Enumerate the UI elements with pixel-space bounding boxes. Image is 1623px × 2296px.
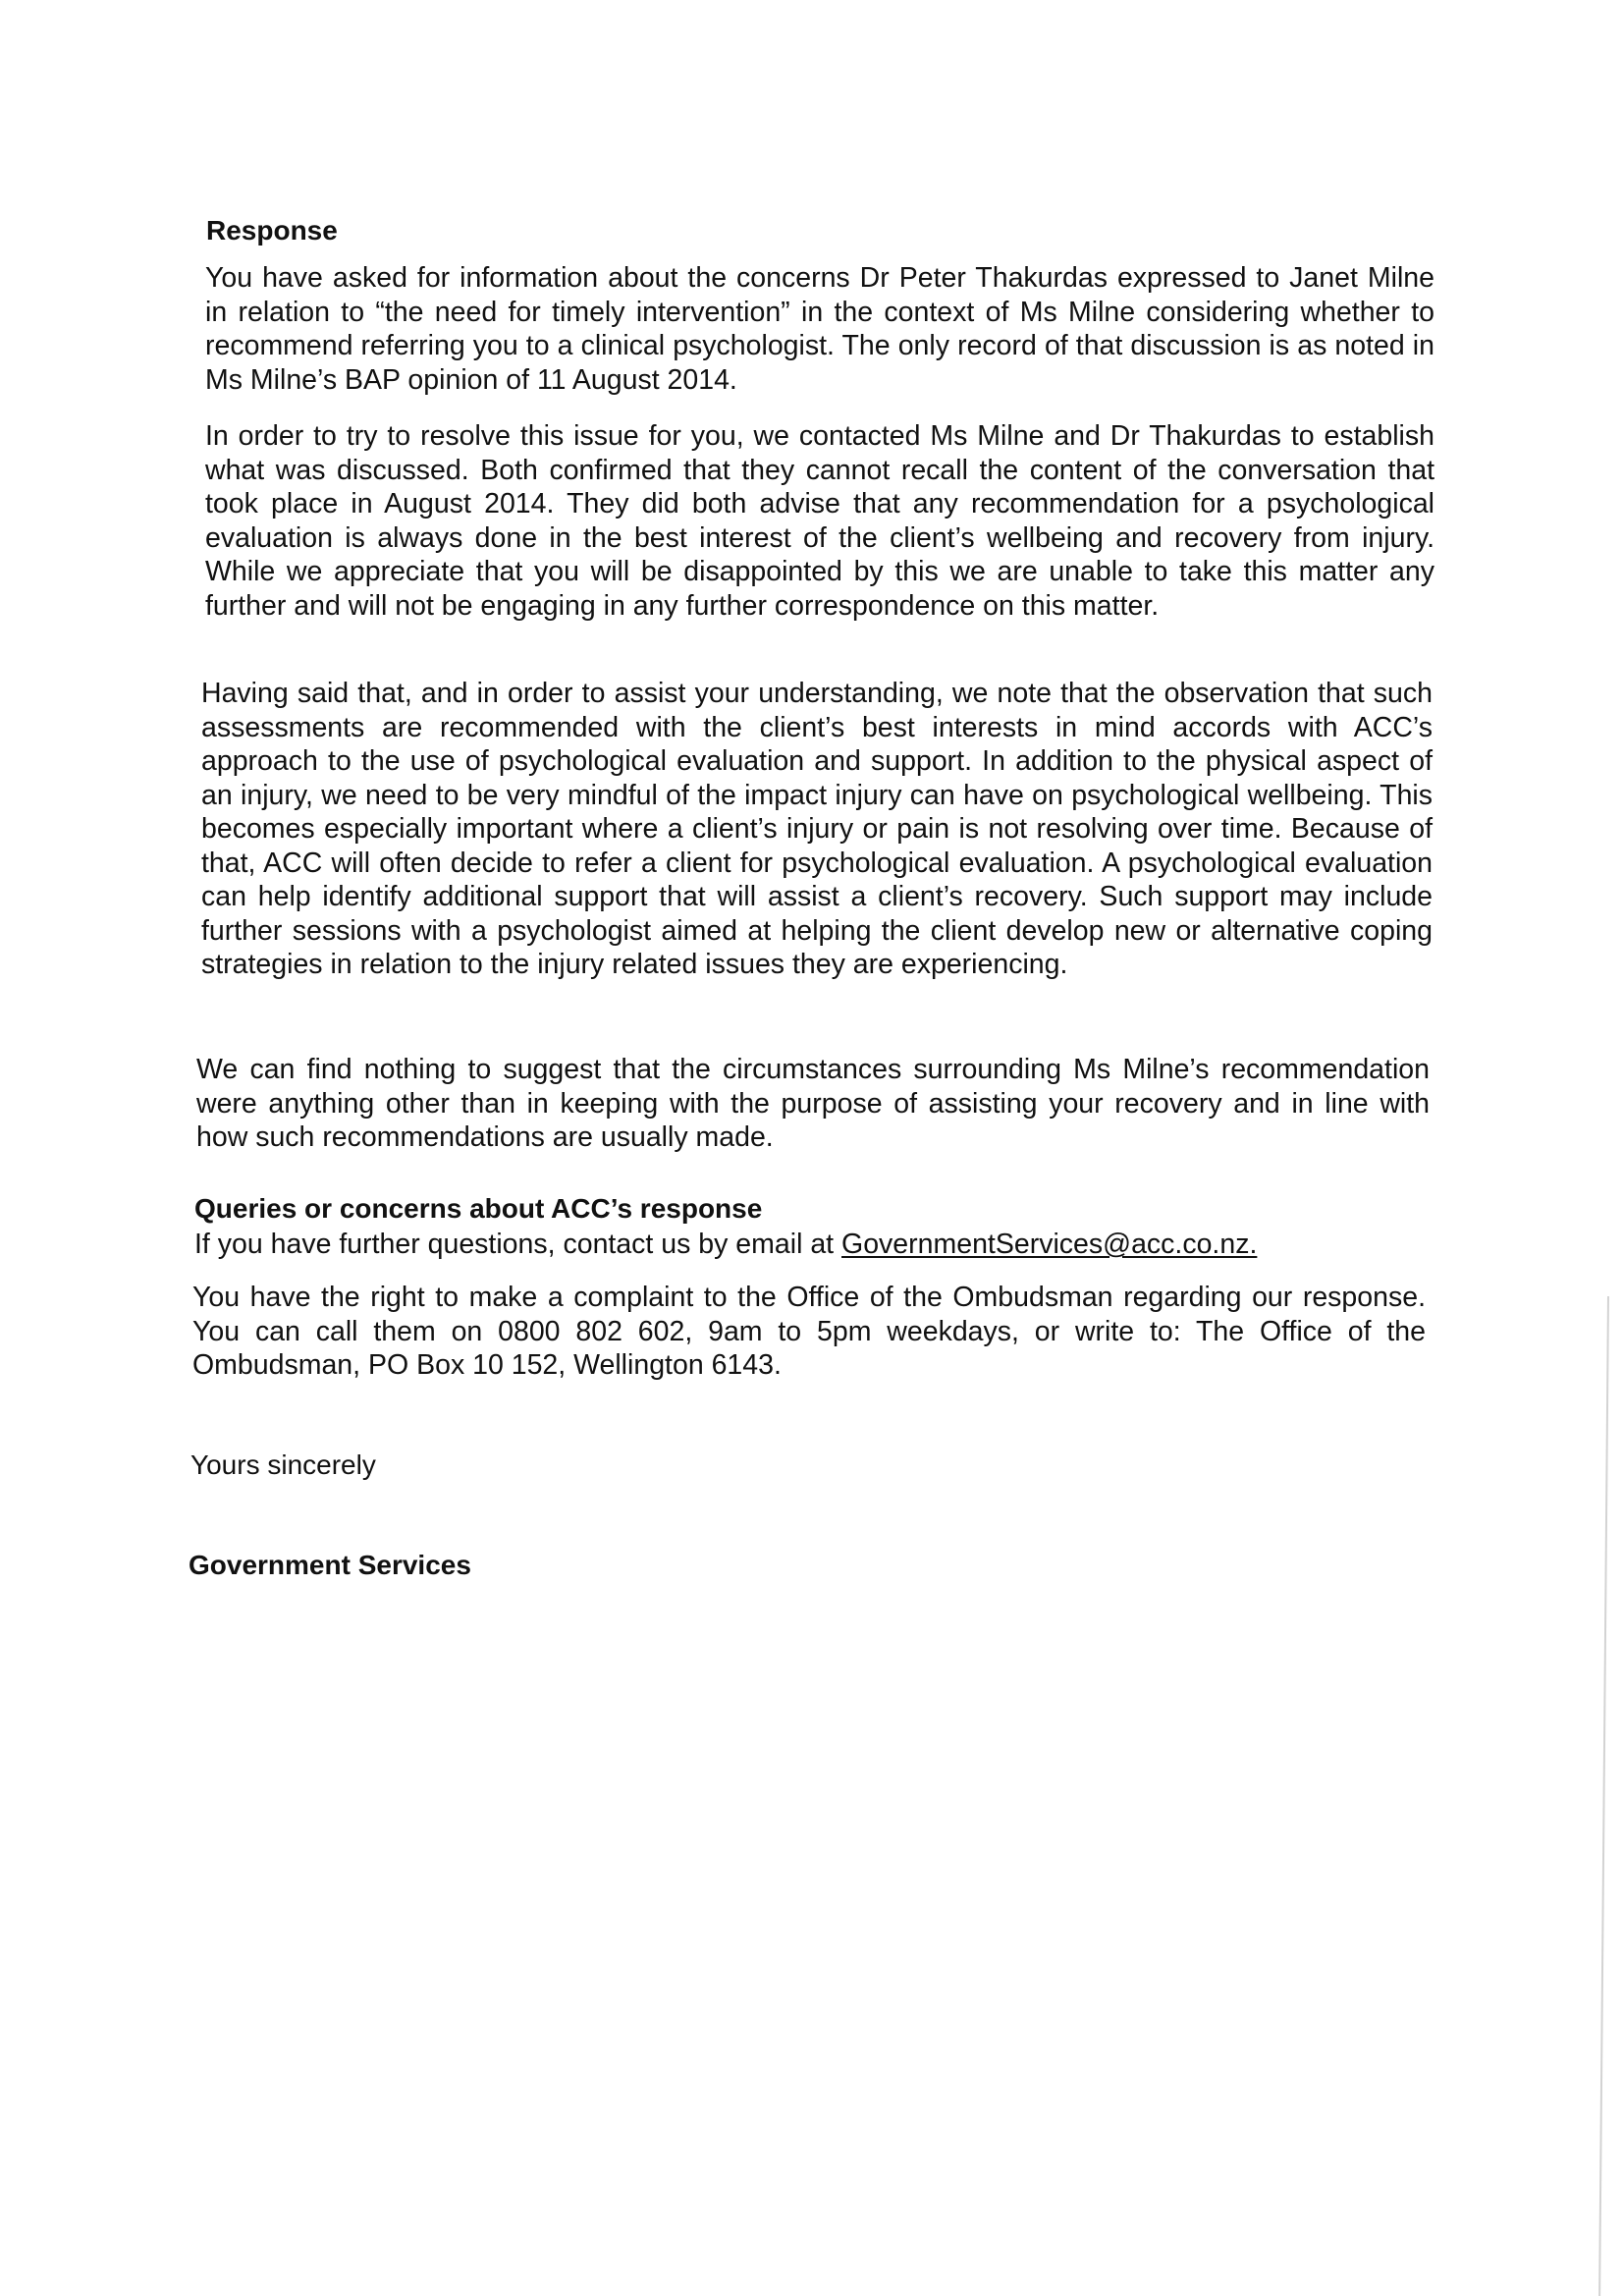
response-paragraph-3: Having said that, and in order to assist your understanding, we note that the observation that such assessments are recommended with the client’s best interests in mind accords with ACC’s approach to the use of psychological evaluation and support. In addition to the physical aspect of an injury, we need to be very mindful of the impact injury can have on psychological wellbeing. This becomes especially important where a client’s injury or pain is not resolving over time. Because of that, ACC will often decide to refer a client for psychological evaluation. A psychological evaluation can help identify additional support that will assist a client’s recovery. Such support may include further sessions with a psychologist aimed at helping the client develop new or alternative coping strategies in relation to the injury related issues they are experiencing. xyxy=(201,678,1433,980)
scan-edge-line xyxy=(1598,1296,1609,2296)
signature: Government Services xyxy=(189,1550,471,1580)
contact-prefix: If you have further questions, contact us by email at xyxy=(194,1229,842,1260)
closing-salutation: Yours sincerely xyxy=(190,1449,376,1480)
email-link[interactable]: GovernmentServices@acc.co.nz. xyxy=(841,1229,1258,1260)
response-paragraph-4: We can find nothing to suggest that the circumstances surrounding Ms Milne’s recommendation were anything other than in keeping with the purpose of assisting your recovery and in line with how such recommendations are usually made. xyxy=(196,1054,1430,1153)
response-heading: Response xyxy=(206,215,338,246)
contact-line xyxy=(194,1228,1432,1261)
response-paragraph-2: In order to try to resolve this issue for you, we contacted Ms Milne and Dr Thakurdas to establish what was discussed. Both confirmed that they cannot recall the content of the conversation that took place in August 2014. They did both advise that any recommendation for a psychological evaluation is always done in the best interest of the client’s wellbeing and recovery from injury. While we appreciate that you will be disappointed by this we are unable to take this matter any further and will not be engaging in any further correspondence on this matter. xyxy=(205,420,1434,622)
response-paragraph-1: You have asked for information about the concerns Dr Peter Thakurdas expressed to Janet Milne in relation to “the need for timely intervention” in the context of Ms Milne considering whether to recommend referring you to a clinical psychologist. The only record of that discussion is as noted in Ms Milne’s BAP opinion of 11 August 2014. xyxy=(205,262,1434,396)
queries-heading: Queries or concerns about ACC’s response xyxy=(194,1193,763,1224)
ombudsman-paragraph: You have the right to make a complaint to the Office of the Ombudsman regarding our response. You can call them on 0800 802 602, 9am to 5pm weekdays, or write to: The Office of the Ombudsman, PO Box 10 152, Wellington 6143. xyxy=(192,1282,1426,1381)
